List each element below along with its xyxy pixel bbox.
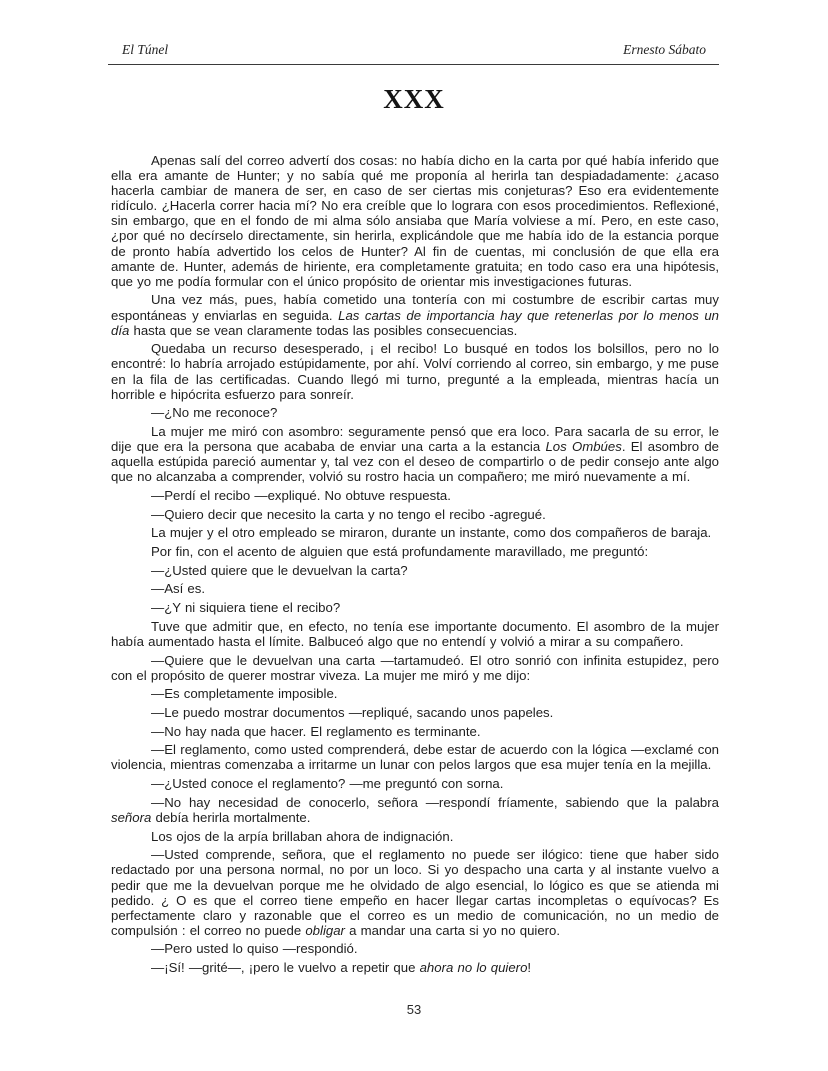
paragraph [111, 600, 719, 615]
paragraph-segment: La mujer me miró con asombro: seguramente pensó que era loco. Para sacarla de su error, le dije que era la persona que acababa de enviar una carta a la estancia [111, 423, 719, 455]
paragraph [111, 941, 719, 956]
paragraph-segment: —Perdí el recibo —expliqué. No obtuve respuesta. [151, 487, 451, 503]
paragraph-segment: Por fin, con el acento de alguien que está profundamente maravillado, me preguntó: [151, 544, 649, 559]
header-book-title: El Túnel [122, 42, 169, 57]
paragraph-segment: —No hay nada que hacer. El reglamento es terminante. [151, 723, 481, 739]
paragraph-segment: —Quiero decir que necesito la carta y no tengo el recibo -agregué. [151, 506, 546, 522]
page-header [110, 42, 718, 58]
paragraph-segment: —Es completamente imposible. [151, 686, 338, 702]
paragraph-segment: —¿Y ni siquiera tiene el recibo? [151, 600, 341, 616]
paragraph-segment: debía herirla mortalmente. [151, 809, 311, 825]
paragraph-segment: —Le puedo mostrar documentos —repliqué, sacando unos papeles. [151, 705, 554, 720]
paragraph-segment: —Usted comprende, señora, que el reglamento no puede ser ilógico: tiene que haber sido redactado por una persona normal, no por un loco. Si yo despacho una carta y al instante vuelvo a pedir que me la devuelvan porque me he olvidado de algo esencial, lo lógico es que se atienda mi pedido. ¿ O es que el correo tiene empeño en hacer llegar cartas incompletas o equívocas? Es perfectamente claro y razonable que el correo es un medio de comunicación, no un medio de compulsión : el correo no puede [111, 847, 719, 938]
body-text [111, 153, 719, 979]
paragraph [111, 724, 719, 739]
paragraph-segment: . El asombro de aquella estúpida pareció aumentar y, tal vez con el deseo de compartirlo o de pedir consejo ante algo que no alcanzaba a comprender, volvió su rostro hacia un compañero; me miró nuevamente a mí. [111, 439, 719, 485]
header-rule [108, 64, 719, 65]
page-number: 53 [406, 1002, 422, 1017]
paragraph [111, 563, 719, 578]
paragraph-segment: Tuve que admitir que, en efecto, no tenía ese importante documento. El asombro de la mujer había aumentado hasta el límite. Balbuceó algo que no entendí y volvió a mirar a su compañero. [111, 618, 719, 649]
paragraph [111, 292, 719, 337]
paragraph-segment: —El reglamento, como usted comprenderá, debe estar de acuerdo con la lógica —exclamé con violencia, mientras comenzaba a irritarme un lunar con pelos largos que esa mujer tenía en la mejilla. [111, 742, 719, 773]
paragraph-segment: —¿No me reconoce? [151, 405, 278, 421]
paragraph [111, 544, 719, 559]
paragraph [111, 424, 719, 484]
paragraph-italic-segment: Los Ombúes [545, 439, 622, 455]
paragraph-segment: La mujer y el otro empleado se miraron, durante un instante, como dos compañeros de baraja. [151, 525, 712, 541]
paragraph-segment: —No hay necesidad de conocerlo, señora —respondí fríamente, sabiendo que la palabra [151, 794, 719, 810]
paragraph [111, 405, 719, 420]
paragraph-italic-segment: Las cartas de importancia hay que retenerlas por lo menos un día [111, 307, 719, 338]
paragraph [111, 776, 719, 791]
paragraph-italic-segment: obligar [305, 922, 345, 938]
paragraph [111, 653, 719, 683]
paragraph [111, 153, 719, 289]
paragraph [111, 847, 719, 938]
chapter-heading: XXX [383, 84, 445, 114]
paragraph-segment: —Quiere que le devuelvan una carta —tartamudeó. El otro sonrió con infinita estupidez, pero con el propósito de querer mostrar viveza. La mujer me miró y me dijo: [111, 652, 719, 683]
paragraph [111, 686, 719, 701]
paragraph [111, 341, 719, 401]
paragraph-segment: Quedaba un recurso desesperado, ¡ el recibo! Lo busqué en todos los bolsillos, pero no lo encontré: lo habría arrojado estúpidamente, por ahí. Volví corriendo al correo, sin embargo, y me puse en la fila de las certificadas. Cuando llegó mi turno, pregunté a la empleada, mientras hacía un horrible e hipócrita esfuerzo para sonreír. [111, 341, 719, 402]
paragraph-segment: Los ojos de la arpía brillaban ahora de indignación. [151, 828, 454, 844]
paragraph-segment: —¿Usted quiere que le devuelvan la carta? [151, 562, 408, 578]
paragraph [111, 829, 719, 844]
paragraph [111, 619, 719, 649]
paragraph [111, 525, 719, 540]
paragraph-segment: —¿Usted conoce el reglamento? —me preguntó con sorna. [151, 776, 504, 792]
paragraph [111, 507, 719, 522]
paragraph-segment: —Así es. [151, 581, 205, 597]
paragraph-segment: ! [527, 960, 532, 976]
paragraph-segment: Una vez más, pues, había cometido una tontería con mi costumbre de escribir cartas muy espontáneas y enviarlas en seguida. [111, 292, 719, 323]
paragraph-segment: —Pero usted lo quiso —respondió. [151, 941, 358, 957]
paragraph [111, 488, 719, 503]
paragraph [111, 581, 719, 596]
header-author-name: Ernesto Sábato [623, 42, 706, 57]
paragraph-segment: hasta que se vean claramente todas las posibles consecuencias. [129, 322, 518, 338]
paragraph-segment: Apenas salí del correo advertí dos cosas: no había dicho en la carta por qué había inferido que ella era amante de Hunter; y no sabía qué me proponía al herirla tan despiadadamente: ¿acaso hacerla cambiar de manera de ser, en caso de ser ciertas mis conjeturas? Eso era evidentemente ridículo. ¿Hacerla correr hacia mí? No era creíble que lo lograra con esos procedimientos. Reflexioné, sin embargo, que en el fondo de mi alma sólo ansiaba que María volviese a mí. Pero, en este caso, ¿por qué no decírselo directamente, sin herirla, explicándole que me había ido de la estancia porque de pronto había advertido los celos de Hunter? Al fin de cuentas, mi conclusión de que ella era amante de. Hunter, además de hiriente, era completamente gratuita; en todo caso era una hipótesis, que yo me podía formular con el único propósito de orientar mis investigaciones futuras. [111, 153, 719, 289]
paragraph [111, 960, 719, 975]
paragraph-segment: —¡Sí! —grité—, ¡pero le vuelvo a repetir que [151, 960, 420, 976]
paragraph [111, 795, 719, 825]
paragraph-italic-segment: ahora no lo quiero [419, 960, 528, 976]
paragraph [111, 742, 719, 772]
paragraph-italic-segment: señora [111, 809, 152, 825]
paragraph [111, 705, 719, 720]
paragraph-segment: a mandar una carta si yo no quiero. [344, 922, 561, 938]
